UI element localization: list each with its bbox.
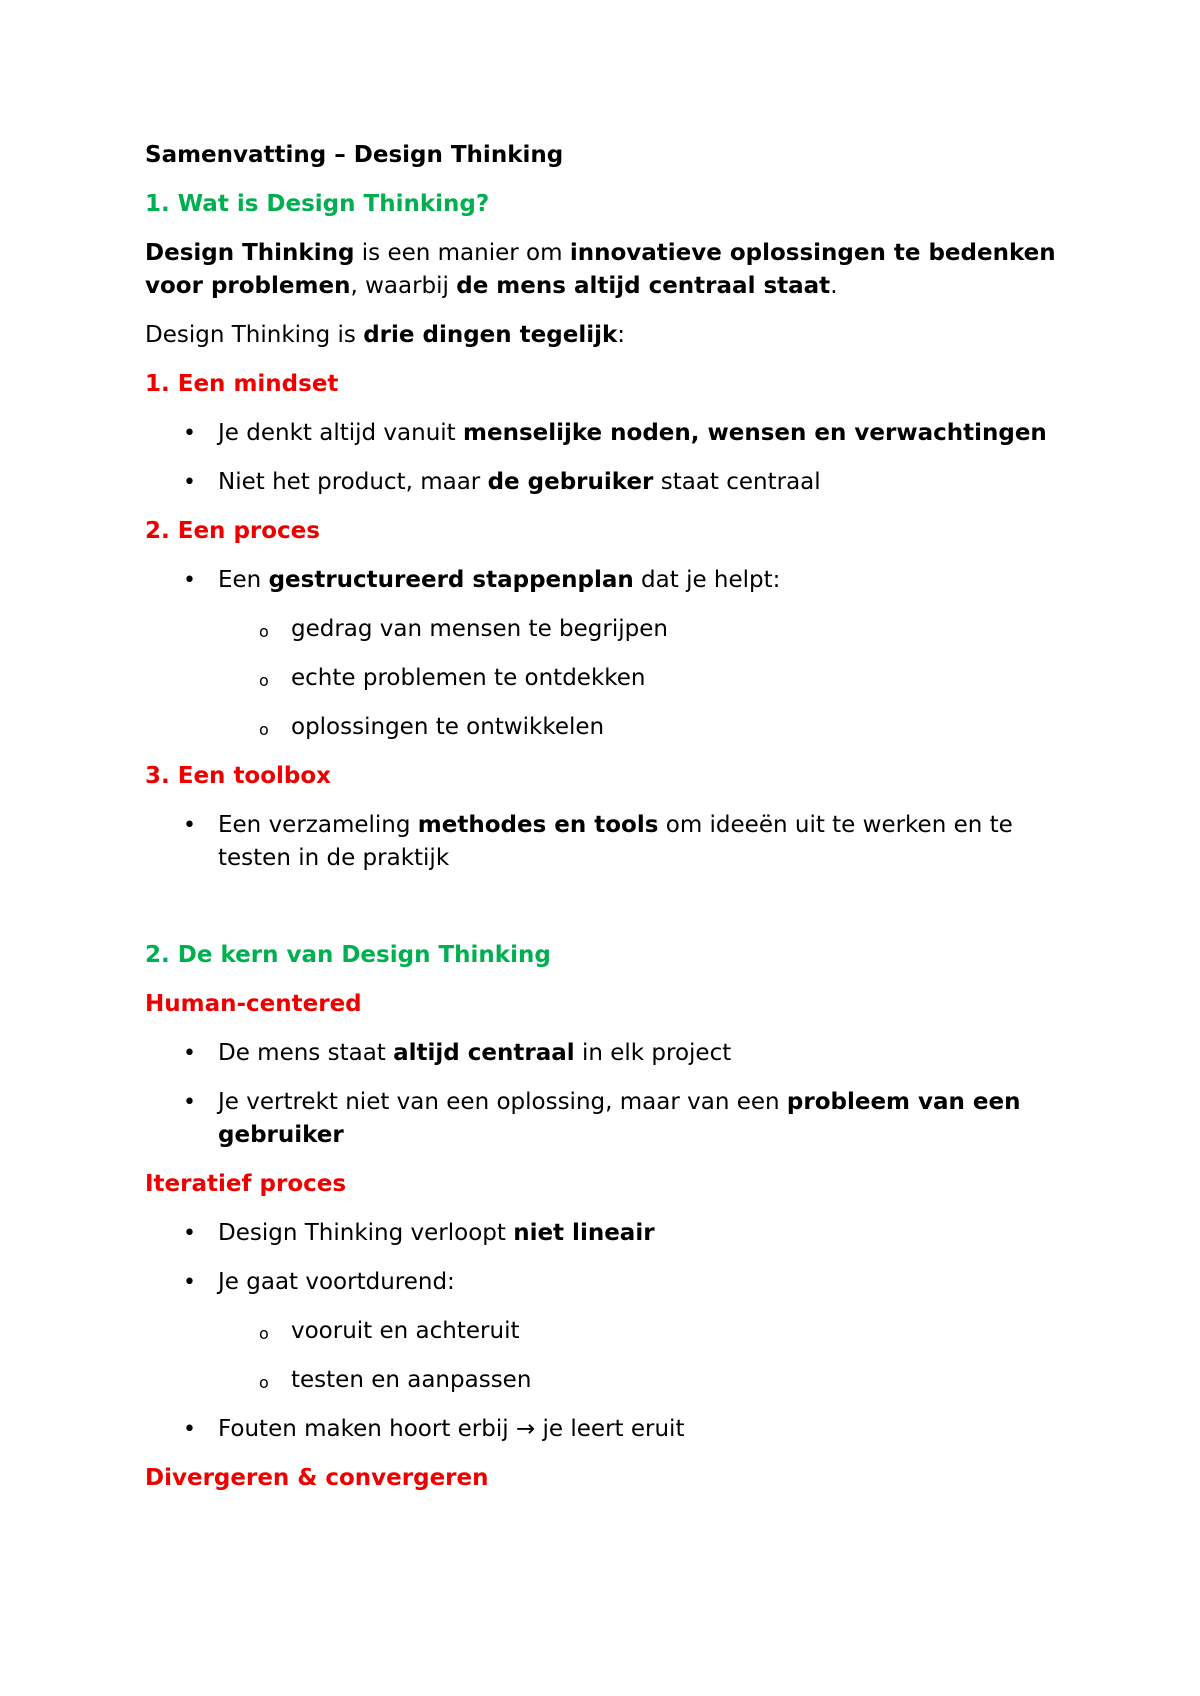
iteratief-sublist: [218, 1315, 1075, 1397]
list-item: [145, 1217, 1075, 1250]
intro-bold-3: de mens altijd centraal staat: [456, 273, 831, 299]
item-bold: de gebruiker: [487, 469, 654, 495]
list-item: [145, 809, 1075, 875]
item-text: Design Thinking verloopt: [218, 1220, 514, 1246]
list-item: [145, 1266, 1075, 1397]
bullet-icon: •: [183, 421, 196, 446]
item-text: echte problemen te ontdekken: [291, 665, 646, 691]
intro-text-2: , waarbij: [350, 273, 457, 299]
sub-list-item: [218, 1364, 1075, 1397]
item-text: Een verzameling: [218, 812, 418, 838]
subheading-toolbox: 3. Een toolbox: [145, 763, 332, 789]
intro-text-3: .: [830, 273, 838, 299]
document-title: Samenvatting – Design Thinking: [145, 142, 564, 168]
item-text: Je vertrekt niet van een oplossing, maar van een: [218, 1089, 787, 1115]
mindset-list: [145, 417, 1075, 499]
subheading-human-centered: Human-centered: [145, 991, 362, 1017]
item-text: De mens staat: [218, 1040, 394, 1066]
item-bold: menselijke noden, wensen en verwachtingen: [463, 420, 1047, 446]
section-spacer: [145, 891, 1075, 939]
circle-bullet-icon: o: [259, 1373, 269, 1392]
intro-text-1: is een manier om: [354, 240, 570, 266]
circle-bullet-icon: o: [259, 622, 269, 641]
list-item: [145, 417, 1075, 450]
item-bold: probleem van een gebruiker: [218, 1089, 1021, 1148]
intro-bold-1: Design Thinking: [145, 240, 355, 266]
sub-list-item: [218, 613, 1075, 646]
three-text-2: :: [617, 322, 626, 348]
human-list: [145, 1037, 1075, 1152]
sub-list-item: [218, 662, 1075, 695]
three-things-paragraph: [145, 319, 1075, 352]
item-bold: methodes en tools: [417, 812, 659, 838]
item-text: vooruit en achteruit: [291, 1318, 520, 1344]
item-text: dat je helpt:: [633, 567, 781, 593]
toolbox-list: [145, 809, 1075, 875]
proces-list: [145, 564, 1075, 744]
item-bold: gestructureerd stappenplan: [268, 567, 634, 593]
three-text-1: Design Thinking is: [145, 322, 364, 348]
item-bold: niet lineair: [513, 1220, 655, 1246]
list-item: [145, 1037, 1075, 1070]
list-item: [145, 466, 1075, 499]
document-page: [145, 139, 1075, 1511]
list-item: [145, 1086, 1075, 1152]
sub-list-item: [218, 1315, 1075, 1348]
subheading-proces: 2. Een proces: [145, 518, 320, 544]
three-bold: drie dingen tegelijk: [363, 322, 618, 348]
bullet-icon: •: [183, 568, 196, 593]
item-text: Een: [218, 567, 269, 593]
proces-sublist: [218, 613, 1075, 744]
subheading-iteratief: Iteratief proces: [145, 1171, 347, 1197]
item-text: Fouten maken hoort erbij → je leert eruit: [218, 1416, 685, 1442]
item-text: oplossingen te ontwikkelen: [291, 714, 605, 740]
intro-paragraph: [145, 237, 1075, 303]
item-text: testen en aanpassen: [291, 1367, 532, 1393]
bullet-icon: •: [183, 813, 196, 838]
bullet-icon: •: [183, 1417, 196, 1442]
subheading-mindset: 1. Een mindset: [145, 371, 339, 397]
item-text: Je denkt altijd vanuit: [218, 420, 463, 446]
list-item: [145, 564, 1075, 744]
section-heading-1: 1. Wat is Design Thinking?: [145, 191, 490, 217]
circle-bullet-icon: o: [259, 671, 269, 690]
bullet-icon: •: [183, 470, 196, 495]
item-text: gedrag van mensen te begrijpen: [291, 616, 668, 642]
item-bold: altijd centraal: [393, 1040, 575, 1066]
bullet-icon: •: [183, 1041, 196, 1066]
iteratief-list: [145, 1217, 1075, 1446]
section-heading-2: 2. De kern van Design Thinking: [145, 942, 551, 968]
item-text: in elk project: [574, 1040, 732, 1066]
circle-bullet-icon: o: [259, 1324, 269, 1343]
bullet-icon: •: [183, 1270, 196, 1295]
list-item: [145, 1413, 1075, 1446]
subheading-divergeren: Divergeren & convergeren: [145, 1465, 489, 1491]
bullet-icon: •: [183, 1090, 196, 1115]
item-text: om ideeën uit te werken en te testen in de praktijk: [218, 812, 1013, 871]
bullet-icon: •: [183, 1221, 196, 1246]
intro-bold-2: innovatieve oplossingen te bedenken voor problemen: [145, 240, 1056, 299]
item-text: Je gaat voortdurend:: [218, 1269, 455, 1295]
item-text: staat centraal: [653, 469, 821, 495]
circle-bullet-icon: o: [259, 720, 269, 739]
item-text: Niet het product, maar: [218, 469, 488, 495]
sub-list-item: [218, 711, 1075, 744]
